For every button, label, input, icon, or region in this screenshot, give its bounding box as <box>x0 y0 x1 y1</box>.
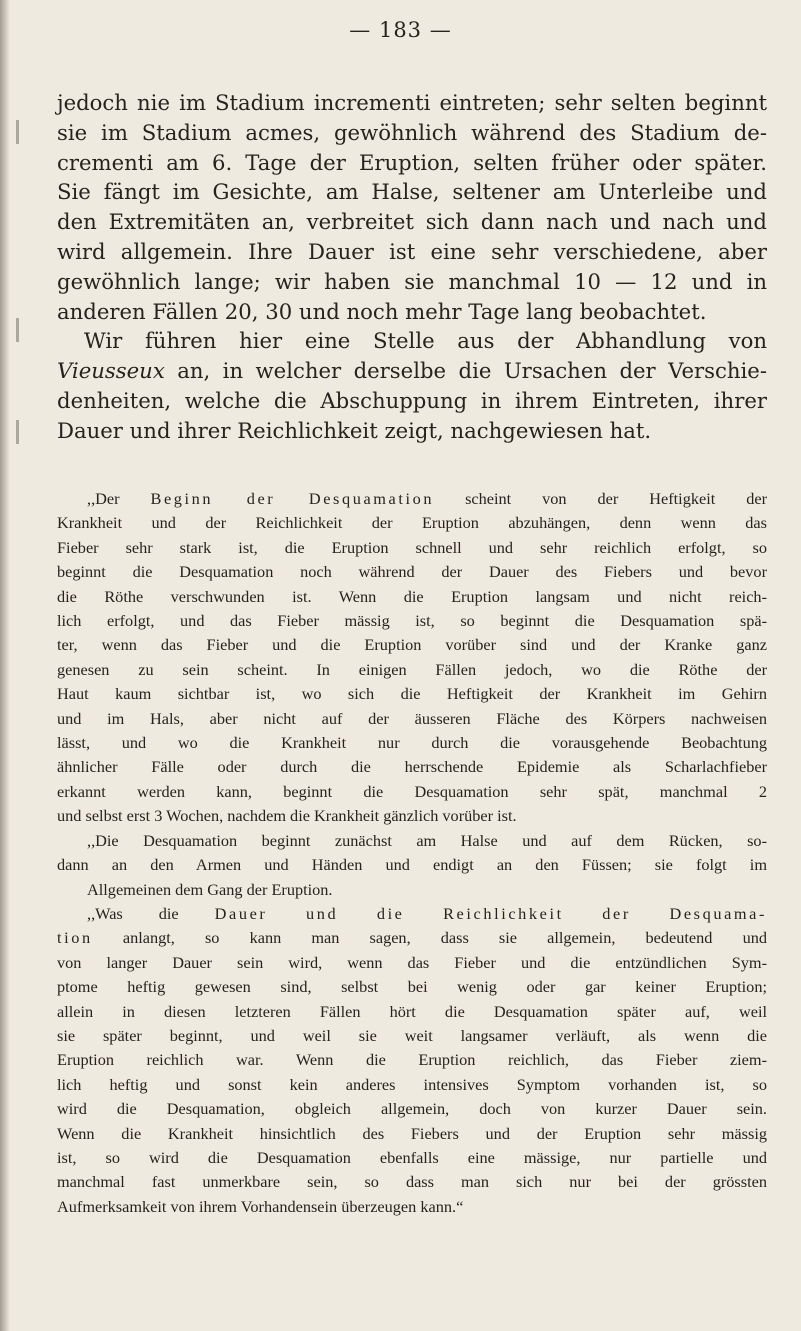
text-run: ,,Was die <box>87 903 179 923</box>
spaced-emphasis: Beginn der Desquamation <box>150 489 435 508</box>
author-name: Vieusseux <box>57 358 165 384</box>
quote-line: erkannt werden kann, beginnt die Desquamation sehr spät, manchmal 2 <box>57 781 767 801</box>
text-line: wird allgemein. Ihre Dauer ist eine sehr verschiedene, aber <box>57 238 767 264</box>
quote-line: sie später beginnt, und weil sie weit langsamer verläuft, als wenn die <box>57 1025 767 1045</box>
text-run: scheint von der Heftigkeit der <box>465 489 768 508</box>
quote-line: allein in diesen letzteren Fällen hört die Desquamation später auf, weil <box>57 1001 767 1021</box>
quote-line: ter, wenn das Fieber und die Eruption vorüber sind und der Kranke ganz <box>57 635 767 655</box>
quote-line: genesen zu sein scheint. In einigen Fällen jedoch, wo die Röthe der <box>57 659 767 679</box>
quote-line: beginnt die Desquamation noch während der Dauer des Fiebers und bevor <box>57 562 767 582</box>
scan-mark <box>16 120 19 144</box>
quote-line: lässt, und wo die Krankheit nur durch die vorausgehende Beobachtung <box>57 733 767 753</box>
text-run: an, in welcher derselbe die Ursachen der Verschie- <box>177 358 767 384</box>
quote-line: die Röthe verschwunden ist. Wenn die Eruption langsam und nicht reich- <box>57 586 767 606</box>
quote-line: ptome heftig gewesen sind, selbst bei wenig oder gar keiner Eruption; <box>57 977 767 997</box>
quote-line: Krankheit und der Reichlichkeit der Eruption abzuhängen, denn wenn das <box>57 513 767 533</box>
scan-mark <box>16 318 19 342</box>
text-line: Dauer und ihrer Reichlichkeit zeigt, nachgewiesen hat. <box>57 417 652 443</box>
quote-line: lich erfolgt, und das Fieber mässig ist, so beginnt die Desquamation spä- <box>57 611 767 631</box>
quote-line: dann an den Armen und Händen und endigt an den Füssen; sie folgt im <box>57 855 767 875</box>
quote-line: Haut kaum sichtbar ist, wo sich die Heftigkeit der Krankheit im Gehirn <box>57 684 767 704</box>
text-run: ,,Der <box>87 489 120 508</box>
quote-line <box>57 878 767 902</box>
quote-line: und im Hals, aber nicht auf der äusseren Fläche des Körpers nachweisen <box>57 708 767 728</box>
quote-line: Wenn die Krankheit hinsichtlich des Fiebers und der Eruption sehr mässig <box>57 1123 767 1143</box>
text-line: den Extremitäten an, verbreitet sich dann nach und nach und <box>57 209 767 235</box>
text-run: ,,Die Desquamation beginnt zunächst am Halse und auf dem Rücken, so- <box>87 830 767 850</box>
text-run: Allgemeinen dem Gang der Eruption. <box>87 879 333 899</box>
quote-line: von langer Dauer sein wird, wenn das Fieber und die entzündlichen Sym- <box>57 952 767 972</box>
spaced-emphasis: tion <box>57 928 93 948</box>
quote-line: ähnlicher Fälle oder durch die herrschende Epidemie als Scharlachfieber <box>57 757 767 777</box>
quote-line: ist, so wird die Desquamation ebenfalls eine mässige, nur partielle und <box>57 1147 767 1167</box>
quote-line: manchmal fast unmerkbare sein, so dass man sich nur bei der grössten <box>57 1172 767 1192</box>
quote-line: lich heftig und sonst kein anderes intensives Symptom vorhanden ist, so <box>57 1074 767 1094</box>
quote-line <box>57 926 767 950</box>
quote-line: Eruption reichlich war. Wenn die Eruption reichlich, das Fieber ziem- <box>57 1050 767 1070</box>
quote-line: Aufmerksamkeit von ihrem Vorhandensein überzeugen kann.“ <box>57 1196 464 1216</box>
text-line: sie im Stadium acmes, gewöhnlich während des Stadium de- <box>57 119 767 145</box>
quote-line: und selbst erst 3 Wochen, nachdem die Krankheit gänzlich vorüber ist. <box>57 806 517 826</box>
text-line: gewöhnlich lange; wir haben sie manchmal 10 — 12 und in <box>57 268 767 294</box>
text-line: Sie fängt im Gesichte, am Halse, seltener am Unterleibe und <box>57 179 767 205</box>
text-line: anderen Fällen 20, 30 und noch mehr Tage lang beobachtet. <box>57 298 707 324</box>
quote-line: wird die Desquamation, obgleich allgemein, doch von kurzer Dauer sein. <box>57 1099 767 1119</box>
main-text <box>57 88 767 446</box>
quotation-block <box>57 487 767 1219</box>
page-number: — 183 — <box>349 18 452 42</box>
quote-line <box>57 829 767 853</box>
text-line: jedoch nie im Stadium incrementi eintreten; sehr selten beginnt <box>57 90 767 115</box>
text-line: denheiten, welche die Abschuppung in ihrem Eintreten, ihrer <box>57 387 767 413</box>
text-run: Wir führen hier eine Stelle aus der Abhandlung von <box>84 328 767 354</box>
scan-mark <box>16 420 19 444</box>
quote-line: Fieber sehr stark ist, die Eruption schnell und sehr reichlich erfolgt, so <box>57 537 767 557</box>
text-line <box>57 356 767 386</box>
text-line <box>57 326 767 356</box>
quote-line <box>57 487 767 511</box>
quote-line <box>57 902 767 926</box>
text-line: crementi am 6. Tage der Eruption, selten früher oder später. <box>57 149 767 175</box>
spaced-emphasis: Dauer und die Reichlichkeit der Desquama- <box>214 903 768 923</box>
page-binding-edge <box>0 0 10 1331</box>
text-run: anlangt, so kann man sagen, dass sie allgemein, bedeutend und <box>122 928 767 948</box>
